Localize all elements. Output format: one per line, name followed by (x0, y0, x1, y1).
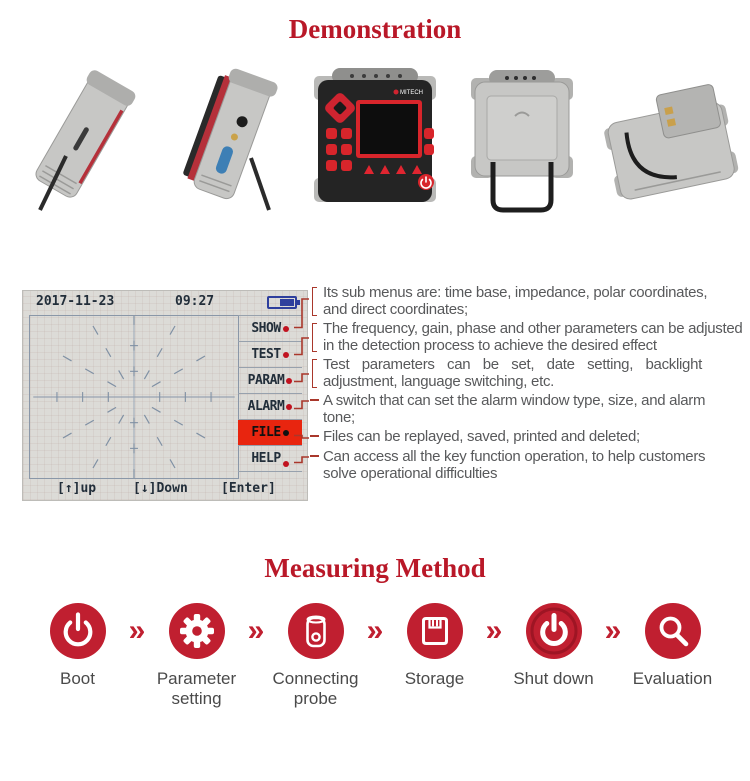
workflow-step-label: Boot (60, 669, 95, 688)
product-photo-back-stand[interactable] (449, 60, 595, 220)
lcd-date: 2017-11-23 (36, 294, 115, 309)
menu-item-label: SHOW (251, 321, 281, 336)
menu-item-label: HELP (251, 451, 281, 466)
red-dot-icon (283, 352, 289, 358)
battery-icon (267, 296, 297, 309)
workflow-step-label: Storage (404, 669, 465, 688)
menu-item-label: PARAM (247, 373, 285, 388)
gear-icon (169, 603, 225, 659)
floppy-disk-icon (407, 603, 463, 659)
key-hint-enter[interactable]: [Enter] (221, 481, 276, 496)
red-dot-icon (283, 461, 289, 467)
lcd-time: 09:27 (175, 294, 215, 309)
workflow-step-connecting-probe (267, 603, 364, 709)
chevron-right-icon: » (604, 614, 622, 647)
red-dot-icon (286, 378, 292, 384)
workflow-step-label: Shut down (513, 669, 594, 688)
lcd-menu (238, 315, 302, 472)
annotation-show: Its sub menus are: time base, impedance, polar coordinates, and direct coordinates; (310, 284, 722, 318)
menu-item-label: TEST (251, 347, 281, 362)
menu-item-label: ALARM (247, 399, 285, 414)
menu-item-test[interactable] (238, 342, 302, 368)
menu-explanation-section (0, 283, 750, 515)
lcd-key-hints (23, 481, 307, 497)
menu-item-param[interactable] (238, 368, 302, 394)
chevron-right-icon: » (485, 614, 503, 647)
chevron-right-icon: » (247, 614, 265, 647)
product-photo-front[interactable] (302, 60, 448, 220)
annotation-help: Can access all the key function operation, to help customers solve operational difficulties (310, 448, 732, 482)
menu-item-label: FILE (251, 425, 281, 440)
magnifier-icon (645, 603, 701, 659)
chevron-right-icon: » (128, 614, 146, 647)
menu-item-file[interactable] (238, 420, 302, 446)
product-photo-row (0, 60, 750, 220)
lcd-status-bar (23, 294, 307, 314)
section-title-demonstration: Demonstration (288, 14, 462, 44)
device-screen (360, 104, 418, 154)
probe-icon (288, 603, 344, 659)
power-off-icon (526, 603, 582, 659)
key-hint-up[interactable]: [↑]up (57, 481, 97, 496)
product-photo-side-ports[interactable] (155, 60, 301, 220)
device-screen-capture (22, 290, 308, 501)
annotation-alarm: A switch that can set the alarm window type, size, and alarm tone; (310, 392, 712, 426)
product-photo-side-folded[interactable] (8, 60, 154, 220)
key-hint-down[interactable]: [↓]Down (133, 481, 188, 496)
menu-annotations (310, 284, 750, 484)
workflow-steps (0, 603, 750, 709)
workflow-step-label: Evaluation (632, 669, 713, 688)
section-title-measuring-method: Measuring Method (264, 553, 486, 583)
menu-item-help[interactable] (238, 446, 302, 472)
annotation-param: Test parameters can be set, date setting, backlight adjustment, language switching, etc. (310, 356, 702, 390)
product-photo-back-battery[interactable] (596, 60, 742, 220)
red-dot-icon (283, 326, 289, 332)
polar-plot-area (29, 315, 239, 479)
workflow-step-boot (29, 603, 126, 689)
device-logo: MITECH (400, 90, 423, 96)
annotation-test: The frequency, gain, phase and other parameters can be adjusted in the detection process to achieve the desired effect (310, 320, 747, 354)
annotation-file: Files can be replayed, saved, printed and deleted; (310, 428, 747, 445)
workflow-step-evaluation (624, 603, 721, 689)
workflow-step-label: Connecting probe (272, 669, 359, 708)
menu-item-alarm[interactable] (238, 394, 302, 420)
black-dot-icon (283, 430, 289, 436)
menu-item-show[interactable] (238, 316, 302, 342)
power-icon (50, 603, 106, 659)
chevron-right-icon: » (366, 614, 384, 647)
workflow-step-storage (386, 603, 483, 689)
red-dot-icon (286, 404, 292, 410)
workflow-step-label: Parameter setting (156, 669, 237, 708)
product-description-page (0, 14, 750, 709)
workflow-step-parameter-setting (148, 603, 245, 709)
kickstand (251, 158, 269, 210)
workflow-step-shut-down (505, 603, 602, 689)
